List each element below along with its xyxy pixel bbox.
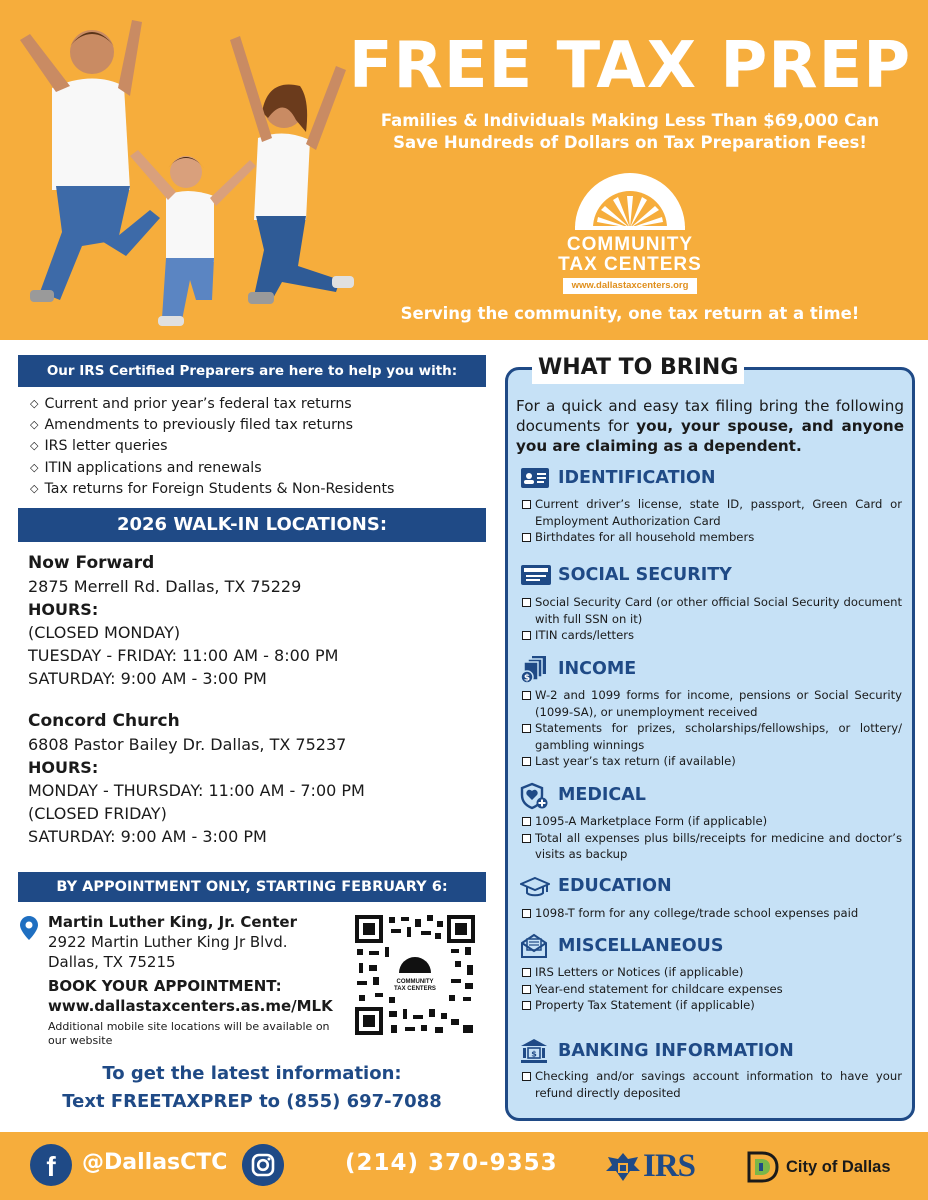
service-item: ◇ Current and prior year’s federal tax returns [30,394,490,415]
section-heading-social-security: SOCIAL SECURITY [558,565,732,585]
miscellaneous-list [522,964,902,1014]
book-label: BOOK YOUR APPOINTMENT: [48,977,282,995]
checklist-item: Social Security Card (or other official Social Security document with full SSN on it) [522,594,902,627]
page-title: FREE TAX PREP [348,29,912,103]
subtitle-line-1: Families & Individuals Making Less Than $69,000 Can [380,111,880,130]
cta-line-2: Text FREETAXPREP to (855) 697-7088 [62,1091,442,1112]
hours-line: SATURDAY: 9:00 AM - 3:00 PM [28,669,267,688]
irs-eagle-icon [604,1149,642,1185]
facebook-icon[interactable]: f [30,1144,72,1186]
header-banner [0,0,928,340]
service-item: ◇ ITIN applications and renewals [30,458,490,479]
checklist-item: Statements for prizes, scholarships/fellowships, or lottery/ gambling winnings [522,720,902,753]
graduation-cap-icon [520,876,550,898]
hours-line: (CLOSED FRIDAY) [28,804,167,823]
social-security-card-icon [520,564,552,586]
location-name: Now Forward [28,553,155,573]
map-pin-icon [20,916,38,940]
mobile-sites-note: Additional mobile site locations will be available on our website [48,1020,330,1047]
phone-number[interactable]: (214) 370-9353 [345,1150,558,1176]
section-heading-identification: IDENTIFICATION [558,468,716,488]
id-card-icon [520,467,550,489]
tagline: Serving the community, one tax return at a time! [400,304,860,323]
what-to-bring-title: WHAT TO BRING [532,352,744,384]
checklist-item: IRS Letters or Notices (if applicable) [522,964,902,981]
logo-url[interactable]: www.dallastaxcenters.org [563,278,697,294]
city-of-dallas-wordmark: City of Dallas [786,1158,891,1176]
checklist-item: ITIN cards/letters [522,627,902,644]
checklist-item: Property Tax Statement (if applicable) [522,997,902,1014]
location-concord-church [28,710,488,848]
qr-code[interactable] [355,915,475,1035]
cta-line-1: To get the latest information: [102,1063,402,1084]
hours-label: HOURS: [28,600,99,619]
section-heading-education: EDUCATION [558,876,672,896]
envelope-icon [520,933,548,959]
checklist-item: Total all expenses plus bills/receipts for medicine and doctor’s visits as backup [522,830,902,863]
mlk-address-1: 2922 Martin Luther King Jr Blvd. [48,933,288,951]
hours-line: SATURDAY: 9:00 AM - 3:00 PM [28,827,267,846]
intro-bold: you, your spouse, and anyone you are claiming as a dependent. [516,417,904,455]
subtitle-line-2: Save Hundreds of Dollars on Tax Preparation Fees! [393,133,867,153]
hours-label: HOURS: [28,758,99,777]
banking-list [522,1068,902,1101]
checklist-item: Birthdates for all household members [522,529,902,546]
checklist-item: Checking and/or savings account information to have your refund directly deposited [522,1068,902,1101]
girl-figure [130,150,256,326]
location-address: 2875 Merrell Rd. Dallas, TX 75229 [28,577,302,596]
subtitle [340,110,920,155]
section-heading-medical: MEDICAL [558,785,646,805]
qr-label-1: COMMUNITY [396,979,434,985]
bring-intro [516,396,904,456]
service-item: ◇ Amendments to previously filed tax returns [30,415,490,436]
hours-line: MONDAY - THURSDAY: 11:00 AM - 7:00 PM [28,781,365,800]
checklist-item: Last year’s tax return (if available) [522,753,902,770]
sunburst-logo-icon [555,166,705,236]
intro-text: For a quick and easy tax filing bring the following documents for [516,397,904,435]
section-heading-miscellaneous: MISCELLANEOUS [558,936,724,956]
hours-line: (CLOSED MONDAY) [28,623,181,642]
booking-link[interactable]: www.dallastaxcenters.as.me/MLK [48,997,333,1015]
section-heading-income: INCOME [558,659,637,679]
svg-text:$: $ [523,673,531,683]
checklist-item: W-2 and 1099 forms for income, pensions or Social Security (1099-SA), or unemployment received [522,687,902,720]
appointment-heading: BY APPOINTMENT ONLY, STARTING FEBRUARY 6: [18,872,486,902]
medical-shield-icon [520,782,548,810]
irs-wordmark: IRS [643,1148,696,1184]
community-tax-centers-logo [555,166,705,296]
bank-icon [520,1038,548,1064]
hours-line: TUESDAY - FRIDAY: 11:00 AM - 8:00 PM [28,646,339,665]
service-item: ◇ Tax returns for Foreign Students & Non-Residents [30,479,490,500]
location-name: Concord Church [28,711,180,731]
checklist-item: Current driver’s license, state ID, passport, Green Card or Employment Authorization Card [522,496,902,529]
instagram-icon[interactable] [242,1144,284,1186]
logo-line-2: TAX CENTERS [558,254,702,275]
service-item: ◇ IRS letter queries [30,436,490,457]
social-handle[interactable]: @DallasCTC [82,1150,228,1175]
logo-line-1: COMMUNITY [566,234,694,255]
qr-label-2: TAX CENTERS [394,986,436,992]
services-list [30,394,490,500]
identification-list [522,496,902,546]
text-cta [18,1060,486,1116]
services-heading: Our IRS Certified Preparers are here to help you with: [18,355,486,387]
mlk-name: Martin Luther King, Jr. Center [48,913,298,931]
education-list [522,905,902,922]
checklist-item: Year-end statement for childcare expenses [522,981,902,998]
location-address: 6808 Pastor Bailey Dr. Dallas, TX 75237 [28,735,347,754]
section-heading-banking: BANKING INFORMATION [558,1041,794,1061]
svg-text:$: $ [531,1049,537,1059]
medical-list [522,813,902,863]
mlk-center [48,912,348,1048]
mlk-address-2: Dallas, TX 75215 [48,953,176,971]
checklist-item: 1095-A Marketplace Form (if applicable) [522,813,902,830]
city-of-dallas-logo-icon [746,1150,780,1184]
social-security-list [522,594,902,644]
walkin-heading: 2026 WALK-IN LOCATIONS: [18,508,486,542]
income-list [522,687,902,770]
location-now-forward [28,552,488,690]
jumping-family-photo [0,0,360,340]
documents-money-icon [520,655,548,683]
checklist-item: 1098-T form for any college/trade school expenses paid [522,905,902,922]
